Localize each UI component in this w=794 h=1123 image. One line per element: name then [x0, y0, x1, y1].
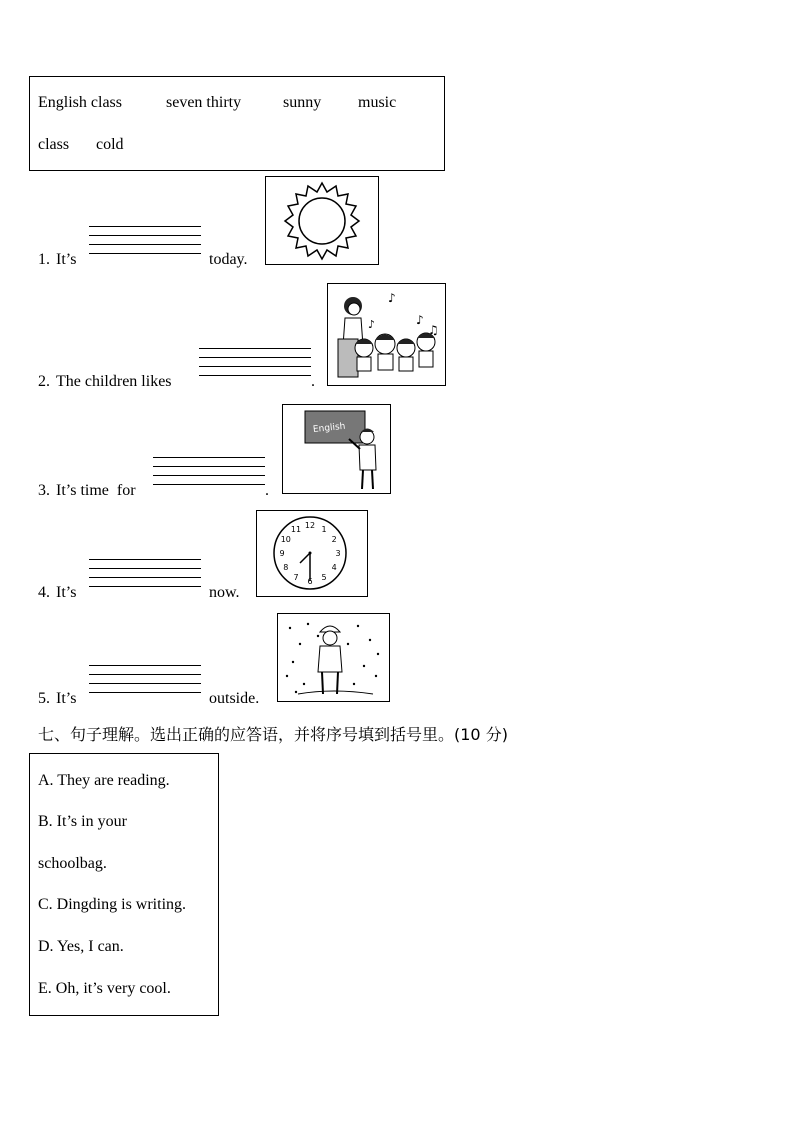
clock-number: 1 [321, 524, 327, 534]
svg-text:♪: ♪ [368, 318, 376, 331]
option-a: A. They are reading. [38, 772, 170, 789]
answer-blank[interactable] [199, 348, 311, 384]
option-c: C. Dingding is writing. [38, 896, 187, 913]
option-d: D. Yes, I can. [38, 938, 124, 955]
clock-number: 2 [331, 535, 337, 544]
question-pre-text: The children likes [56, 373, 172, 390]
question-number: 4. [38, 584, 50, 601]
word-bank-item: cold [96, 136, 124, 153]
clock-number: 6 [307, 577, 313, 586]
section-7-heading: 七、句子理解。选出正确的应答语，并将序号填到括号里。(10 分) [38, 725, 508, 744]
clock-number: 5 [321, 573, 327, 583]
question-pre-text: It’s time for [56, 482, 136, 499]
svg-text:♫: ♫ [428, 323, 439, 337]
clock-number: 9 [279, 549, 285, 558]
clock-number: 10 [280, 535, 291, 544]
option-b-continued: schoolbag. [38, 855, 107, 872]
board-text: English [312, 421, 346, 436]
children-singing-icon [327, 283, 446, 386]
clock-number: 12 [304, 521, 316, 530]
answer-blank[interactable] [89, 665, 201, 701]
answer-blank[interactable] [89, 226, 201, 262]
question-number: 2. [38, 373, 50, 390]
svg-text:♪: ♪ [416, 313, 424, 327]
option-e: E. Oh, it’s very cool. [38, 980, 171, 997]
question-post-text: now. [209, 584, 240, 601]
word-bank-box [29, 76, 445, 171]
word-bank-item: music [358, 94, 397, 111]
clock-icon [256, 510, 368, 597]
question-pre-text: It’s [56, 251, 77, 268]
answer-blank[interactable] [89, 559, 201, 595]
question-number: 5. [38, 690, 50, 707]
word-bank-item: seven thirty [166, 94, 242, 111]
question-number: 3. [38, 482, 50, 499]
question-post-text: outside. [209, 690, 260, 707]
sun-icon [265, 176, 379, 265]
question-post-text: today. [209, 251, 248, 268]
question-pre-text: It’s [56, 690, 77, 707]
question-post-text: . [265, 482, 269, 499]
clock-number: 7 [293, 573, 299, 583]
question-number: 1. [38, 251, 50, 268]
question-post-text: . [311, 373, 315, 390]
question-pre-text: It’s [56, 584, 77, 601]
word-bank-item: English class [38, 94, 122, 111]
clock-number: 11 [290, 524, 302, 534]
word-bank-item: sunny [283, 94, 322, 111]
clock-number: 3 [335, 549, 341, 558]
option-b: B. It’s in your [38, 813, 127, 830]
answer-blank[interactable] [153, 457, 265, 493]
clock-number: 8 [283, 563, 289, 572]
clock-number: 4 [331, 563, 337, 572]
word-bank-item: class [38, 136, 70, 153]
snow-child-icon [277, 613, 390, 702]
options-box [29, 753, 219, 1016]
svg-text:♪: ♪ [388, 291, 396, 305]
teacher-english-board-icon [282, 404, 391, 494]
